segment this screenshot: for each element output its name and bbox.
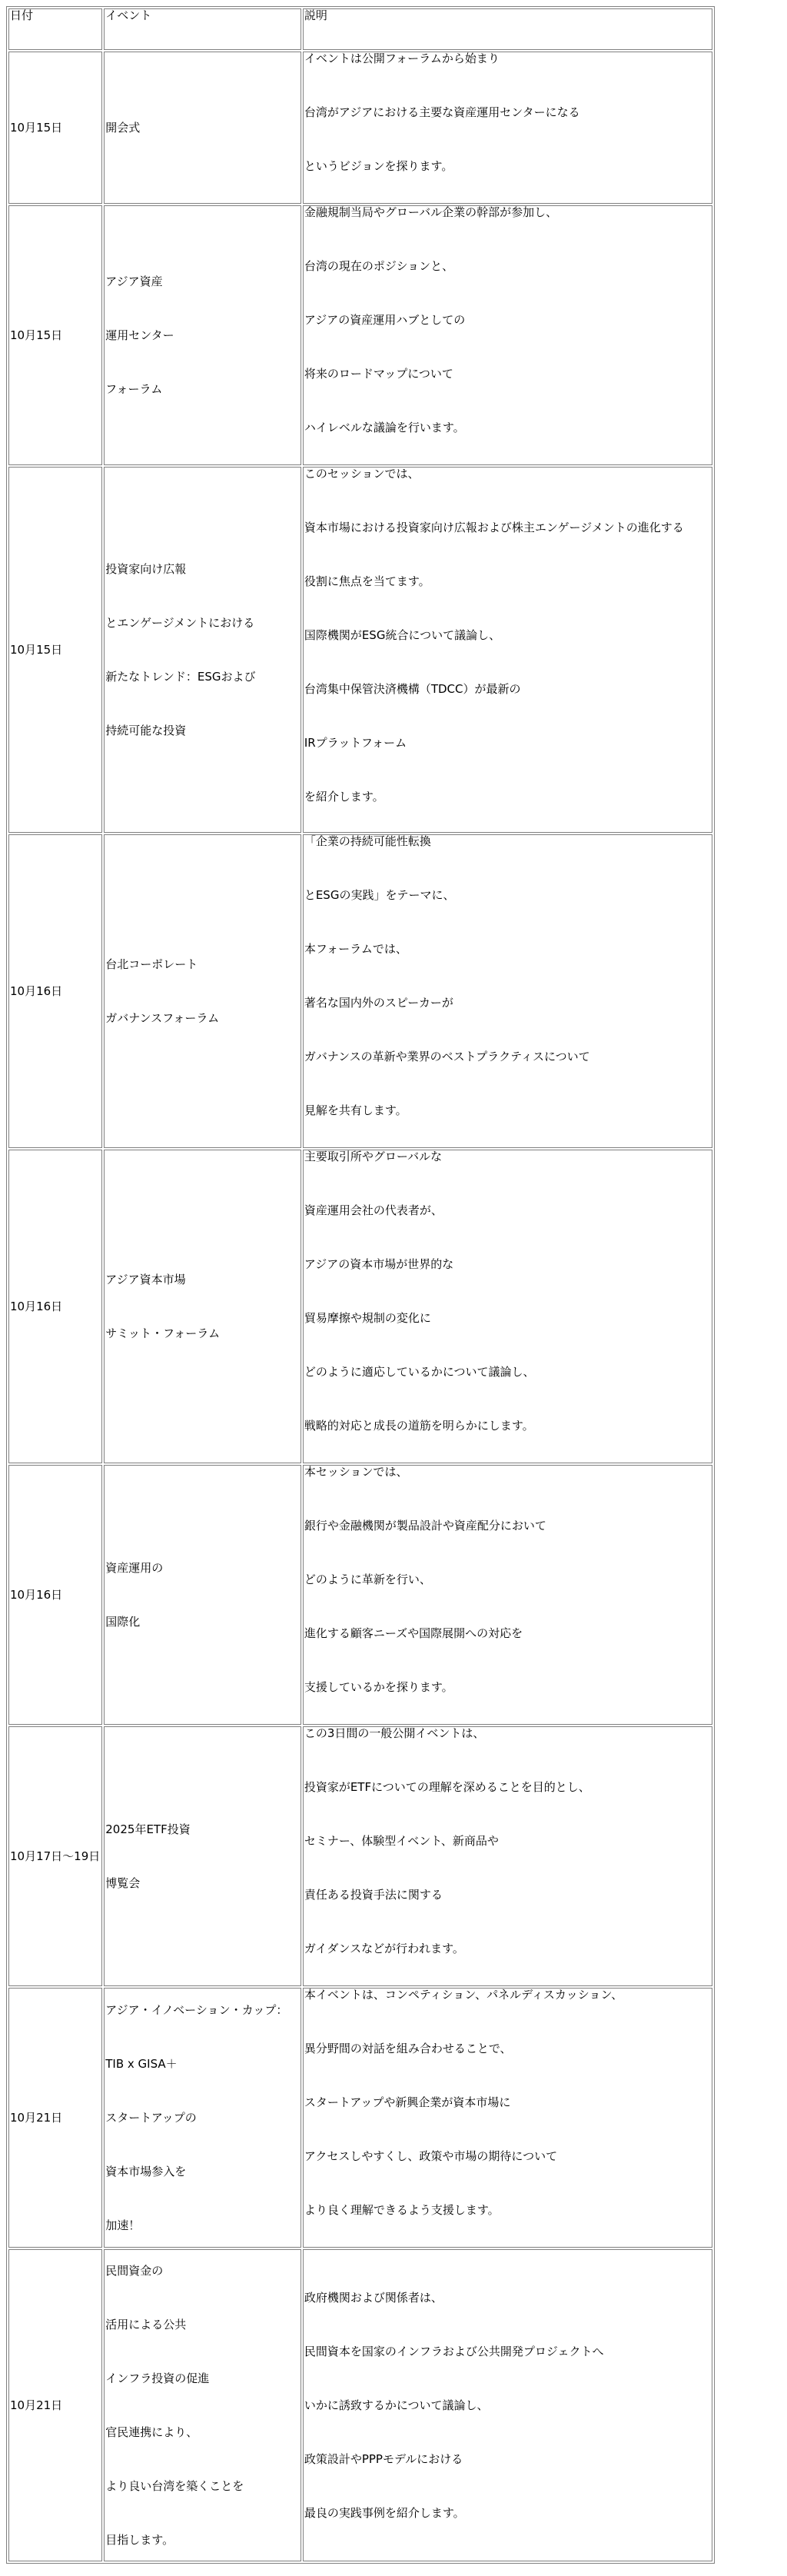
event-name-line: ガバナンスフォーラム <box>105 1010 220 1025</box>
event-name-line: 台北コーポレート <box>105 957 198 971</box>
description-line: 台湾の現在のポジションと、 <box>304 259 454 273</box>
description-cell <box>303 1465 712 1725</box>
event-cell <box>104 2249 301 2561</box>
header-description: 説明 <box>303 8 712 50</box>
event-date: 10月15日 <box>10 328 63 342</box>
date-cell <box>8 467 102 833</box>
description-line: 政府機関および関係者は、 <box>304 2290 443 2305</box>
event-date: 10月17日～19日 <box>10 1849 101 1863</box>
event-date: 10月15日 <box>10 642 63 657</box>
event-name-line: フォーラム <box>105 381 163 396</box>
event-name-line: インフラ投資の促進 <box>105 2371 210 2385</box>
description-line: というビジョンを探ります。 <box>304 159 453 173</box>
description-line: 資産運用会社の代表者が、 <box>304 1203 443 1217</box>
event-cell <box>104 1150 301 1463</box>
description-line: セミナー、体験型イベント、新商品や <box>304 1834 499 1848</box>
event-name-line: 国際化 <box>105 1614 141 1629</box>
description-line: ガバナンスの革新や業界のベストプラクティスについて <box>304 1050 590 1063</box>
description-cell <box>303 2249 712 2561</box>
description-line: 民間資本を国家のインフラおよび公共開発プロジェクトへ <box>304 2344 604 2358</box>
description-line: 戦略的対応と成長の道筋を明らかにします。 <box>304 1419 534 1433</box>
table-row <box>8 1465 712 1725</box>
description-line: 著名な国内外のスピーカーが <box>304 996 453 1010</box>
description-line: 役割に焦点を当てます。 <box>304 574 430 588</box>
description-line: より良く理解できるよう支援します。 <box>304 2203 500 2217</box>
table-row <box>8 2249 712 2561</box>
header-event: イベント <box>104 8 301 50</box>
description-line: どのように革新を行い、 <box>304 1573 431 1586</box>
description-cell <box>303 467 712 833</box>
event-name-line: スタートアップの <box>105 2110 197 2125</box>
description-line: 本イベントは、コンペティション、パネルディスカッション、 <box>304 1988 623 2002</box>
header-date: 日付 <box>8 8 102 50</box>
description-line: 国際機関がESG統合について議論し、 <box>304 628 501 642</box>
date-cell <box>8 2249 102 2561</box>
event-cell <box>104 1988 301 2248</box>
table-row <box>8 205 712 465</box>
event-name-line: 加速！ <box>105 2218 141 2232</box>
description-line: スタートアップや新興企業が資本市場に <box>304 2095 511 2109</box>
description-line: アクセスしやすくし、政策や市場の期待について <box>304 2149 558 2163</box>
event-cell <box>104 1726 301 1986</box>
event-name-line: 投資家向け広報 <box>105 561 187 576</box>
date-cell <box>8 205 102 465</box>
event-cell <box>104 52 301 204</box>
event-name-line: より良い台湾を築くことを <box>105 2478 244 2493</box>
event-date: 10月16日 <box>10 1299 63 1313</box>
event-name-line: 官民連携により、 <box>105 2425 198 2439</box>
event-name-line: 新たなトレンド：ESGおよび <box>105 669 256 684</box>
event-name-line: 目指します。 <box>105 2532 174 2547</box>
event-cell <box>104 1465 301 1725</box>
description-line: 本フォーラムでは、 <box>304 942 407 956</box>
date-cell <box>8 834 102 1148</box>
event-cell <box>104 467 301 833</box>
event-date: 10月16日 <box>10 983 63 998</box>
event-name-line: 開会式 <box>105 120 141 135</box>
description-line: このセッションでは、 <box>304 467 420 481</box>
description-line: 資本市場における投資家向け広報および株主エンゲージメントの進化する <box>304 521 684 534</box>
event-name-line: アジア・イノベーション・カップ： <box>105 2002 288 2017</box>
date-cell <box>8 1465 102 1725</box>
description-line: ガイダンスなどが行われます。 <box>304 1942 464 1955</box>
table-row <box>8 52 712 204</box>
event-name-line: 運用センター <box>105 328 174 342</box>
description-cell <box>303 1150 712 1463</box>
event-date: 10月16日 <box>10 1587 63 1602</box>
description-cell <box>303 1726 712 1986</box>
event-cell <box>104 834 301 1148</box>
description-line: どのように適応しているかについて議論し、 <box>304 1365 535 1379</box>
description-cell <box>303 1988 712 2248</box>
description-line: とESGの実践」をテーマに、 <box>304 888 455 902</box>
event-date: 10月21日 <box>10 2110 63 2125</box>
description-line: いかに誘致するかについて議論し、 <box>304 2398 489 2412</box>
event-name-line: 民間資金の <box>105 2263 164 2278</box>
table-row <box>8 834 712 1148</box>
description-line: 異分野間の対話を組み合わせることで、 <box>304 2042 512 2055</box>
description-line: 貿易摩擦や規制の変化に <box>304 1311 431 1325</box>
description-line: この3日間の一般公開イベントは、 <box>304 1726 485 1740</box>
description-line: 見解を共有します。 <box>304 1103 407 1117</box>
description-line: 投資家がETFについての理解を深めることを目的とし、 <box>304 1780 590 1794</box>
description-cell <box>303 205 712 465</box>
description-line: 「企業の持続可能性転換 <box>304 834 431 848</box>
description-cell <box>303 52 712 204</box>
event-name-line: 持続可能な投資 <box>105 723 187 737</box>
table-row <box>8 467 712 833</box>
description-line: ハイレベルな議論を行います。 <box>304 421 465 434</box>
description-line: 金融規制当局やグローバル企業の幹部が参加し、 <box>304 205 558 219</box>
date-cell <box>8 1726 102 1986</box>
event-name-line: 博覧会 <box>105 1875 141 1890</box>
event-name-line: とエンゲージメントにおける <box>105 615 255 630</box>
description-line: 主要取引所やグローバルな <box>304 1150 443 1163</box>
event-cell <box>104 205 301 465</box>
description-line: 銀行や金融機関が製品設計や資産配分において <box>304 1519 546 1533</box>
event-name-line: 2025年ETF投資 <box>105 1822 191 1836</box>
description-line: 政策設計やPPPモデルにおける <box>304 2451 463 2466</box>
description-line: 将来のロードマップについて <box>304 367 453 381</box>
date-cell <box>8 52 102 204</box>
date-cell <box>8 1988 102 2248</box>
description-line: アジアの資産運用ハブとしての <box>304 313 466 327</box>
event-name-line: アジア資産 <box>105 274 163 288</box>
date-cell <box>8 1150 102 1463</box>
event-name-line: 資産運用の <box>105 1560 164 1575</box>
event-date: 10月21日 <box>10 2398 63 2412</box>
table-row <box>8 1150 712 1463</box>
table-row <box>8 1726 712 1986</box>
event-name-line: 活用による公共 <box>105 2317 187 2331</box>
event-name-line: TIB x GISA＋ <box>105 2056 178 2071</box>
description-line: アジアの資本市場が世界的な <box>304 1257 454 1271</box>
table-row <box>8 1988 712 2248</box>
description-line: イベントは公開フォーラムから始まり <box>304 52 500 65</box>
description-line: 支援しているかを探ります。 <box>304 1680 453 1694</box>
description-line: 責任ある投資手法に関する <box>304 1888 443 1902</box>
event-date: 10月15日 <box>10 120 63 135</box>
header-row <box>8 8 712 50</box>
event-name-line: サミット・フォーラム <box>105 1326 221 1340</box>
description-line: を紹介します。 <box>304 790 384 804</box>
description-cell <box>303 834 712 1148</box>
description-line: 台湾がアジアにおける主要な資産運用センターになる <box>304 105 580 119</box>
description-line: 本セッションでは、 <box>304 1465 408 1479</box>
event-name-line: アジア資本市場 <box>105 1272 186 1286</box>
description-line: 進化する顧客ニーズや国際展開への対応を <box>304 1626 523 1640</box>
description-line: 台湾集中保管決済機構（TDCC）が最新の <box>304 682 521 696</box>
events-table <box>6 6 715 2564</box>
event-name-line: 資本市場参入を <box>105 2164 187 2178</box>
description-line: 最良の実践事例を紹介します。 <box>304 2505 465 2520</box>
description-line: IRプラットフォーム <box>304 736 407 750</box>
